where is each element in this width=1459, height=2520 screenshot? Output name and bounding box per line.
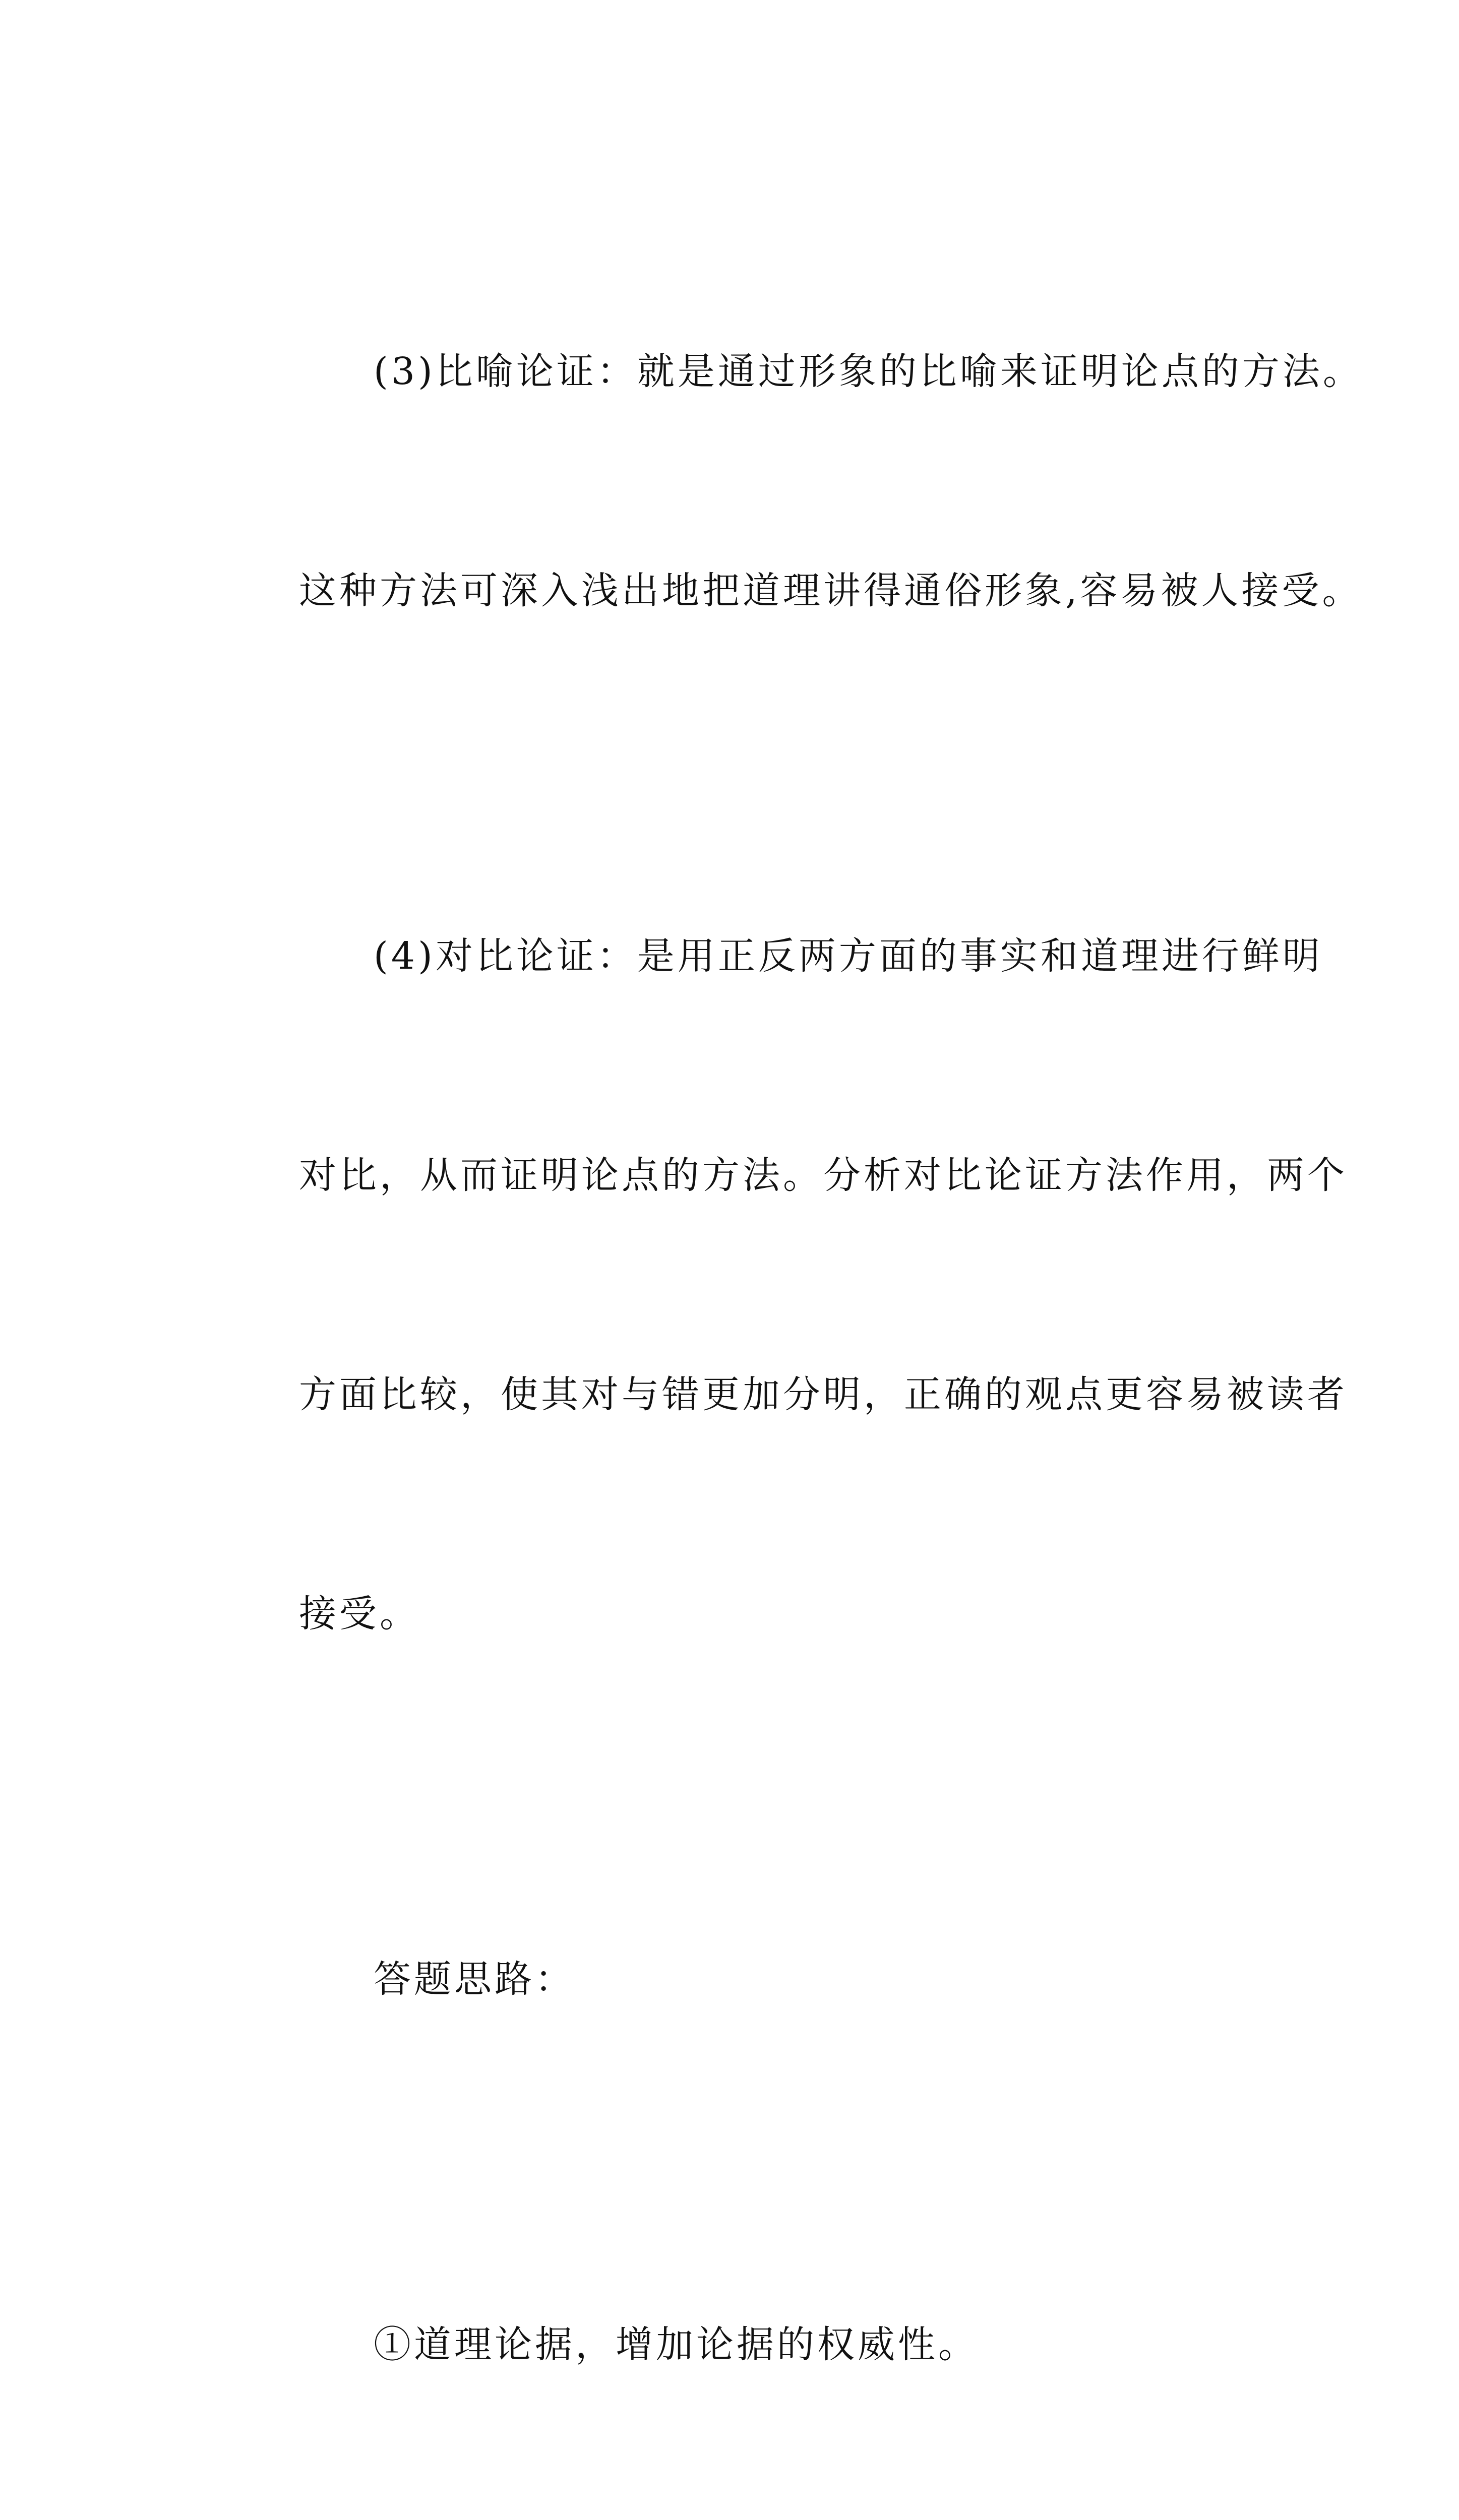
paragraph-contrast-argument <box>224 774 1348 1797</box>
document-body <box>224 189 1363 2520</box>
text-line: 这种方法可深入浅出地把道理讲得通俗形象,容易被人接受。 <box>299 569 1363 612</box>
paragraph-approach-1 <box>224 2162 1243 2520</box>
text-line: 方面比较，使其对与错更加分明，正确的观点更容易被读者 <box>299 1373 1348 1416</box>
paragraph-answer-approach-heading <box>224 1797 1243 2162</box>
text-line: ①道理论据，增加论据的权威性。 <box>374 2323 979 2366</box>
text-line: 答题思路： <box>374 1958 575 2001</box>
text-line: (4)对比论证：是用正反两方面的事实和道理进行鲜明 <box>374 934 1323 978</box>
paragraph-metaphor-argument <box>224 189 1363 774</box>
text-line: (3)比喻论证：就是通过形象的比喻来证明论点的方法。 <box>374 350 1363 393</box>
text-line: 对比，从而证明论点的方法。分析对比论证方法作用，两个 <box>299 1154 1348 1197</box>
text-line: 接受。 <box>299 1592 420 1635</box>
